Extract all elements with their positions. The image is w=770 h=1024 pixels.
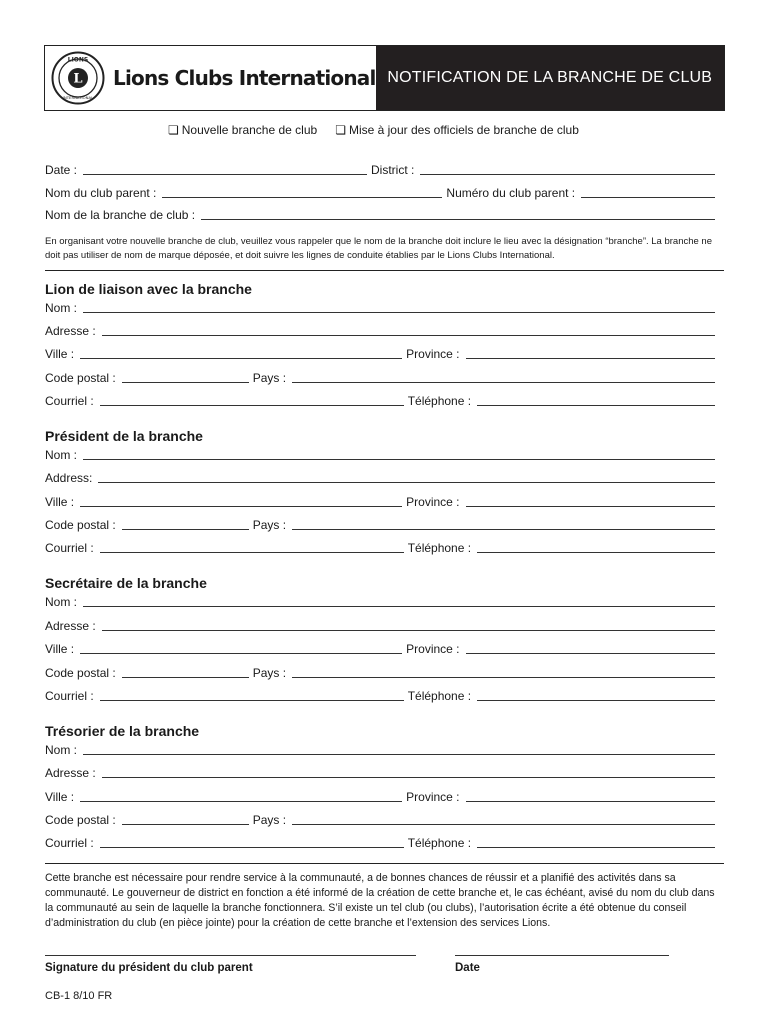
postal-code-label: Code postal : [45,371,116,385]
address-label: Address: [45,471,93,485]
parent-club-name-field[interactable] [162,185,442,198]
date-field[interactable] [83,162,367,175]
city-label: Ville : [45,495,75,509]
city-label: Ville : [45,642,75,656]
phone-label: Téléphone : [407,394,472,408]
city-label: Ville : [45,347,75,361]
option-update-officers-label: Mise à jour des officiels de branche de club [348,123,579,137]
treasurer-postal-row [45,811,719,827]
treasurer-email-field[interactable] [100,835,404,848]
treasurer-address-row [45,764,719,780]
parent-club-name-label: Nom du club parent : [45,186,157,200]
postal-code-label: Code postal : [45,518,116,532]
address-label: Adresse : [45,324,96,338]
liaison-phone-field[interactable] [477,393,715,406]
liaison-postal-code-field[interactable] [122,370,249,383]
email-label: Courriel : [45,394,94,408]
brand-block [45,46,376,110]
option-update-officers[interactable] [335,123,579,137]
checkbox-update-officers[interactable]: ❏ [335,123,346,137]
country-label: Pays : [252,518,287,532]
section-title-secretary: Secrétaire de la branche [45,575,207,591]
name-label: Nom : [45,743,78,757]
liaison-address-row [45,322,719,338]
liaison-country-field[interactable] [292,370,715,383]
secretary-address-field[interactable] [102,618,715,631]
president-postal-row [45,516,719,532]
form-type-options [168,123,579,137]
treasurer-city-row [45,788,719,804]
form-code: CB-1 8/10 FR [45,990,113,1002]
treasurer-country-field[interactable] [292,812,715,825]
form-title: NOTIFICATION DE LA BRANCHE DE CLUB [376,46,724,110]
section-title-liaison: Lion de liaison avec la branche [45,281,252,297]
phone-label: Téléphone : [407,836,472,850]
name-label: Nom : [45,301,78,315]
name-label: Nom : [45,595,78,609]
address-label: Adresse : [45,766,96,780]
signature-date-label: Date [455,962,480,974]
liaison-email-field[interactable] [100,393,404,406]
country-label: Pays : [252,813,287,827]
phone-label: Téléphone : [407,689,472,703]
section-title-treasurer: Trésorier de la branche [45,723,200,739]
president-postal-code-field[interactable] [122,517,249,530]
treasurer-phone-field[interactable] [477,835,715,848]
secretary-province-field[interactable] [466,641,716,654]
country-label: Pays : [252,371,287,385]
president-address-field[interactable] [98,470,715,483]
branch-name-field[interactable] [201,207,715,220]
treasurer-email-row [45,834,719,850]
svg-text:L: L [73,71,83,87]
liaison-postal-row [45,369,719,385]
secretary-city-row [45,640,719,656]
section-title-president: Président de la branche [45,428,203,444]
parent-club-number-label: Numéro du club parent : [446,186,576,200]
secretary-name-row [45,593,719,609]
province-label: Province : [406,347,460,361]
secretary-country-field[interactable] [292,665,715,678]
option-new-branch-label: Nouvelle branche de club [181,123,318,137]
president-country-field[interactable] [292,517,715,530]
phone-label: Téléphone : [407,541,472,555]
treasurer-name-field[interactable] [83,742,715,755]
president-address-row [45,469,719,485]
president-name-field[interactable] [83,447,715,460]
liaison-city-row [45,345,719,361]
parent-club-row [45,184,719,200]
president-province-field[interactable] [466,494,716,507]
address-label: Adresse : [45,619,96,633]
brand-name: Lions Clubs International [113,66,376,90]
secretary-phone-field[interactable] [477,688,715,701]
secretary-email-field[interactable] [100,688,404,701]
province-label: Province : [406,642,460,656]
liaison-name-field[interactable] [83,300,715,313]
form-header [44,45,725,111]
secretary-city-field[interactable] [80,641,402,654]
email-label: Courriel : [45,541,94,555]
checkbox-new-branch[interactable]: ❏ [168,123,179,137]
president-signature-label: Signature du président du club parent [45,962,253,974]
president-email-row [45,539,719,555]
treasurer-postal-code-field[interactable] [122,812,249,825]
branch-statement: Cette branche est nécessaire pour rendre service à la communauté, a de bonnes chances de réussir et a planifié des activités dans sa communauté. Le gouverneur de district en fonction a été informé de la création de cette branche et, le cas échéant, avisé du nom du club dans la communauté au sein de laquelle la branche fonctionnera. S’il existe un tel club (ou clubs), l’autorisation écrite a été obtenue du conseil d’administration du club (en pièce jointe) pour la création de cette branche et l’extension des services Lions. [45,872,715,929]
email-label: Courriel : [45,689,94,703]
president-name-row [45,446,719,462]
district-label: District : [371,163,415,177]
svg-text:LIONS: LIONS [67,56,89,64]
province-label: Province : [406,495,460,509]
secretary-postal-row [45,664,719,680]
name-label: Nom : [45,448,78,462]
secretary-postal-code-field[interactable] [122,665,249,678]
secretary-address-row [45,617,719,633]
secretary-name-field[interactable] [83,594,715,607]
option-new-branch[interactable] [168,123,317,137]
date-district-row [45,161,719,177]
president-email-field[interactable] [100,540,404,553]
divider-top [45,270,724,271]
treasurer-name-row [45,741,719,757]
liaison-name-row [45,299,719,315]
president-phone-field[interactable] [477,540,715,553]
svg-text:INTERNATIONAL: INTERNATIONAL [62,95,94,100]
postal-code-label: Code postal : [45,666,116,680]
parent-club-number-field[interactable] [581,185,715,198]
province-label: Province : [406,790,460,804]
city-label: Ville : [45,790,75,804]
naming-note: En organisant votre nouvelle branche de club, veuillez vous rappeler que le nom de la branche doit inclure le lieu avec la désignation “branche”. La branche ne doit pas utiliser de nom de marque déposée, et doit suivre les lignes de conduite établies par le Lions Clubs International. [45,236,713,261]
liaison-address-field[interactable] [102,323,715,336]
treasurer-province-field[interactable] [466,789,716,802]
date-label: Date : [45,163,78,177]
divider-bottom [45,863,724,864]
postal-code-label: Code postal : [45,813,116,827]
country-label: Pays : [252,666,287,680]
liaison-city-field[interactable] [80,346,402,359]
treasurer-address-field[interactable] [102,765,715,778]
treasurer-city-field[interactable] [80,789,402,802]
president-signature-field[interactable] [45,955,416,956]
signature-date-field[interactable] [455,955,669,956]
lions-logo [51,51,105,105]
liaison-province-field[interactable] [466,346,716,359]
branch-name-row [45,206,719,222]
email-label: Courriel : [45,836,94,850]
district-field[interactable] [420,162,715,175]
president-city-field[interactable] [80,494,402,507]
liaison-email-row [45,392,719,408]
branch-name-label: Nom de la branche de club : [45,208,196,222]
secretary-email-row [45,687,719,703]
president-city-row [45,493,719,509]
